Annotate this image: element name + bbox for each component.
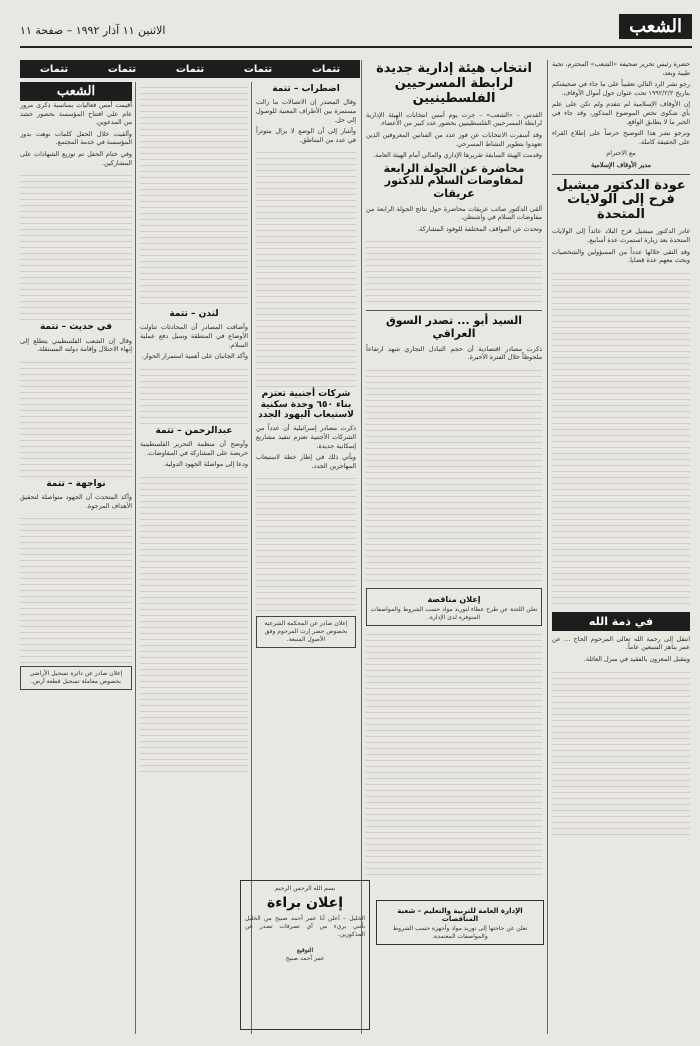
text-block <box>366 365 542 585</box>
story-headline: انتخاب هيئة إدارية جديدة لرابطة المسرحيين الفلسطينيين <box>376 61 532 106</box>
fourth-column <box>140 82 248 1034</box>
ad-sign-label: التوقيع <box>296 947 314 955</box>
banner-item: تتمات <box>107 63 137 75</box>
banner-item: تتمات <box>175 63 205 75</box>
notice-title: الإدارة العامة للتربية والتعليم – شعبة المناقصات <box>397 907 523 923</box>
text-block <box>140 472 248 772</box>
notice-text: تعلن اللجنة عن طرح عطاء لتوريد مواد حسب الشروط والمواصفات المتوفرة لدى الإدارة. <box>370 605 538 621</box>
subhead: في حديث – تتمة <box>39 322 113 333</box>
text-block <box>20 170 132 320</box>
right-column <box>552 60 690 1034</box>
story-para: وقال إن الشعب الفلسطيني يتطلع إلى إنهاء الاحتلال وإقامة دولته المستقلة. <box>20 336 132 354</box>
story-para: وقال المصدر إن الاتصالات ما زالت مستمرة بين الأطراف المعنية للوصول إلى حل. <box>256 98 356 124</box>
divider <box>366 310 542 311</box>
text-block <box>140 364 248 424</box>
story-para: ويأتي ذلك في إطار خطة لاستيعاب المهاجرين الجدد. <box>256 453 356 470</box>
ad-header: بسم الله الرحمن الرحيم <box>274 885 336 892</box>
story-para: ودعا إلى مواصلة الجهود الدولية. <box>163 460 248 469</box>
story-para: وقدمت الهيئة السابقة تقريرها الإداري والمالي أمام الهيئة العامة. <box>373 151 542 160</box>
ad-title: إعلان براءة <box>266 895 343 911</box>
story-para: وأكد المتحدث أن الجهود متواصلة لتحقيق الأهداف المرجوة. <box>20 493 132 510</box>
text-block <box>366 236 542 306</box>
subhead: السيد أبو ... تصدر السوق العراقي <box>385 314 523 341</box>
text-block <box>20 357 132 477</box>
dateline: الاثنين ١١ آذار ١٩٩٢ – صفحة ١١ <box>20 24 166 37</box>
ad-body: الخليل – أعلن أنا عمر أحمد صبيح من الخليل بأنني بريء من أي تصرفات تصدر عن المذكورين. <box>245 915 365 939</box>
story-para: وأكد الجانبان على أهمية استمرار الحوار. <box>141 352 248 361</box>
divider <box>552 174 690 175</box>
signoff: مع الاحترام <box>606 149 636 158</box>
banner-item: تتمات <box>243 63 273 75</box>
notice-text: تعلن عن حاجتها إلى توريد مواد وأجهزة حسب الشروط والمواصفات المعتمدة. <box>392 925 528 940</box>
story-para: ألقى الدكتور صائب عريقات محاضرة حول نتائج الجولة الرابعة من مفاوضات السلام في واشنطن. <box>366 204 542 222</box>
lead-para: رجو نشر الرد التالي تعقيباً على ما جاء في صحيفتكم بتاريخ ١٩٩٢/٢/٢ تحت عنوان حول أموال الأوقاف. <box>552 80 690 97</box>
story-para: غادر الدكتور ميشيل فرح البلاد عائداً إلى الولايات المتحدة بعد زيارة استمرت عدة أسابيع. <box>552 227 690 244</box>
story-para: ذكرت مصادر اقتصادية أن حجم التبادل التجاري شهد ارتفاعاً ملحوظاً خلال الفترة الأخيرة. <box>366 344 542 362</box>
banner-item: تتمات <box>39 63 69 75</box>
story-para: وألقيت خلال الحفل كلمات نوهت بدور المؤسسة في خدمة المجتمع. <box>20 129 132 147</box>
story-para: القدس – «الشعب» – جرت يوم أمس انتخابات الهيئة الإدارية لرابطة المسرحيين الفلسطينيين بحضور عدد كبير من الأعضاء. <box>366 110 542 128</box>
memoriam-para: انتقل إلى رحمة الله تعالى المرحوم الحاج ... عن عمر يناهز السبعين عاماً. <box>552 634 690 652</box>
story-para: وقد التقى خلالها عدداً من المسؤولين والشخصيات وبحث معهم عدة قضايا. <box>552 247 690 265</box>
lead-para: إن الأوقاف الإسلامية لم تتقدم ولم تكن على علم بأي شكوى تخص الموضوع المذكور، وقد جاء في الخبر ما لا يطابق الواقع. <box>552 100 690 126</box>
notice-text: إعلان صادر عن المحكمة الشرعية بخصوص حصر إرث المرحوم وفق الأصول المتبعة. <box>264 620 348 644</box>
text-block <box>552 667 690 837</box>
subhead: نواجهة – تتمة <box>46 478 106 489</box>
story-headline: عودة الدكتور ميشيل فرح إلى الولايات المتحدة <box>556 177 686 223</box>
left-column <box>20 82 132 1034</box>
memoriam-banner: في ذمة الله <box>552 612 690 631</box>
notice-text: إعلان صادر عن دائرة تسجيل الأراضي بخصوص معاملة تسجيل قطعة أرض. <box>29 670 123 686</box>
story-para: وأضافت المصادر أن المحادثات تناولت الأوضاع في المنطقة وسبل دفع عملية السلام. <box>140 323 248 349</box>
ad-signer: عمر أحمد صبيح <box>285 955 325 963</box>
story-para: وفي ختام الحفل تم توزيع الشهادات على المشاركين. <box>20 149 132 167</box>
continuations-banner <box>20 60 360 78</box>
brand-block: الشعب <box>20 82 132 101</box>
acquittal-ad <box>240 880 370 1030</box>
notice-box <box>256 616 356 648</box>
masthead-logo: الشعب <box>619 14 692 39</box>
story-para: وأشار إلى أن الوضع لا يزال متوتراً في عدد من المناطق. <box>256 127 356 144</box>
story-para: أقيمت أمس فعاليات بمناسبة ذكرى مرور عام على افتتاح المؤسسة بحضور حشد من المدعوين. <box>20 101 132 127</box>
text-block <box>256 147 356 387</box>
notice-title: إعلان مناقصة <box>427 594 481 604</box>
story-para: ذكرت مصادر إسرائيلية أن عدداً من الشركات الأجنبية تعتزم تنفيذ مشاريع إسكانية جديدة. <box>256 424 356 450</box>
text-block <box>366 629 542 879</box>
second-column <box>366 60 542 1034</box>
story-para: وأوضح أن منظمة التحرير الفلسطينية حريصة على المشاركة في المفاوضات. <box>140 440 248 457</box>
subhead: لندن – تتمة <box>169 309 219 319</box>
subhead: اضطراب – تتمة <box>272 84 340 94</box>
subhead: محاضرة عن الجولة الرابعة لمفاوضات السلام للدكتور عريقات <box>383 161 525 201</box>
story-para: وقد أسفرت الانتخابات عن فوز عدد من الفنانين المعروفين الذين تعهدوا بتطوير النشاط المسرحي. <box>366 131 542 148</box>
text-block <box>140 82 248 307</box>
text-block <box>20 513 132 663</box>
column-divider <box>547 60 548 1034</box>
lead-para: حضرة رئيس تحرير صحيفة «الشعب» المحترم، تحية طيبة وبعد، <box>552 60 690 77</box>
masthead <box>20 16 692 48</box>
memoriam-para: ويتقبل المعزون بالفقيد في منزل العائلة. <box>583 654 690 663</box>
lead-para: ونرجو نشر هذا التوضيح حرصاً على إطلاع القراء على الحقيقة كاملة. <box>552 129 690 146</box>
banner-item: تتمات <box>311 63 341 75</box>
text-block <box>552 268 690 608</box>
subhead: شركات أجنبية تعتزم بناء ٦٥٠ وحدة سكنية لاستيعاب اليهود الجدد <box>258 389 354 420</box>
notice-box <box>366 588 542 626</box>
column-divider <box>135 82 136 1034</box>
bottom-notice <box>376 900 544 945</box>
notice-box <box>20 666 132 690</box>
signature: مدير الأوقاف الإسلامية <box>590 160 652 169</box>
story-para: وتحدث عن المواقف المختلفة للوفود المشاركة. <box>417 224 542 233</box>
subhead: عبدالرحمن – تتمة <box>155 425 233 436</box>
text-block <box>256 473 356 613</box>
